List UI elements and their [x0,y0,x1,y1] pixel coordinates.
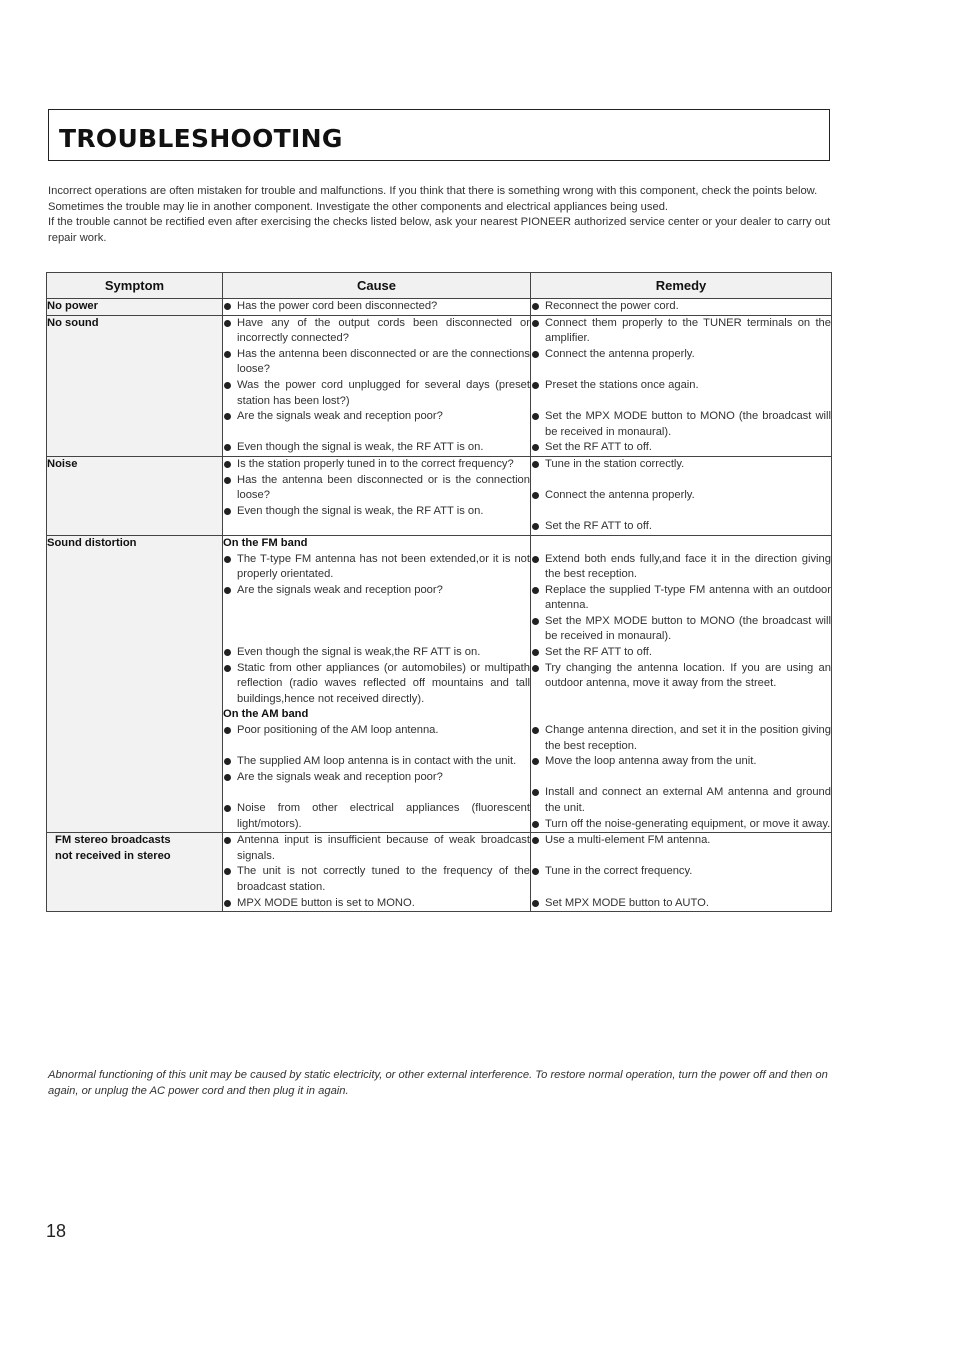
symptom-label: Noise [47,457,78,470]
cause-item: Even though the signal is weak, the RF ATT is on. [223,504,530,520]
cause-item: Poor positioning of the AM loop antenna. [223,723,530,739]
symptom-label: Sound distortion [47,536,137,549]
cause-cell [223,456,531,535]
cause-item: Static from other appliances (or automobiles) or multipath reflection (radio waves reflected off mountains and tall buildings,hence not received directly). [223,661,530,708]
cause-item: Antenna input is insufficient because of weak broadcast signals. [223,833,530,864]
remedy-item: Use a multi-element FM antenna. [531,833,831,849]
remedy-item: Reconnect the power cord. [531,299,831,315]
footer-note: Abnormal functioning of this unit may be caused by static electricity, or other external interference. To restore normal operation, turn the power off and then on again, or unplug the AC power cord and then plug it in again. [48,1069,828,1097]
remedy-item: Install and connect an external AM antenna and ground the unit. [531,785,831,816]
cause-cell [223,535,531,832]
cause-item: Are the signals weak and reception poor? [223,583,530,599]
title-box [48,109,830,161]
symptom-label: No sound [47,316,99,329]
remedy-item: Set the RF ATT to off. [531,440,831,456]
cause-item: MPX MODE button is set to MONO. [223,896,530,912]
remedy-item: Move the loop antenna away from the unit. [531,754,831,770]
remedy-item: Connect the antenna properly. [531,347,831,363]
intro-paragraph: If the trouble cannot be rectified even after exercising the checks listed below, ask your nearest PIONEER authorized service center or your dealer to carry out repair work. [48,216,831,244]
cause-item: Even though the signal is weak,the RF ATT is on. [223,645,530,661]
header-remedy: Remedy [531,273,832,299]
remedy-item: Set the MPX MODE button to MONO (the broadcast will be received in monaural). [531,409,831,440]
cause-item: Was the power cord unplugged for several days (preset station has been lost?) [223,378,530,409]
cause-item: Are the signals weak and reception poor? [223,770,530,786]
remedy-item: Extend both ends fully,and face it in the direction giving the best reception. [531,552,831,583]
symptom-label: FM stereo broadcasts [55,834,171,847]
remedy-item: Connect them properly to the TUNER terminals on the amplifier. [531,316,831,347]
table-row [47,833,832,912]
remedy-cell [531,315,832,456]
symptom-label: No power [47,300,98,312]
symptom-cell [47,456,223,535]
table-row [47,299,832,316]
intro-text [48,184,834,246]
remedy-item: Set the RF ATT to off. [531,645,831,661]
remedy-cell [531,456,832,535]
page-title: TROUBLESHOOTING [59,124,343,153]
header-symptom: Symptom [47,273,223,299]
remedy-item: Preset the stations once again. [531,378,831,394]
remedy-item: Tune in the station correctly. [531,457,831,473]
cause-item: The supplied AM loop antenna is in contact with the unit. [223,754,530,770]
symptom-cell [47,535,223,832]
troubleshooting-table [46,272,832,912]
am-band-heading: On the AM band [223,708,309,721]
symptom-cell [47,315,223,456]
page-number: 18 [46,1221,67,1241]
cause-item: Has the antenna been disconnected or is the connection loose? [223,473,530,504]
remedy-cell [531,299,832,316]
intro-paragraph: Incorrect operations are often mistaken for trouble and malfunctions. If you think that there is something wrong with this component, check the points below. Sometimes the trouble may lie in another component. Investigate the other components and electrical appliances being used. [48,185,818,213]
cause-item: The unit is not correctly tuned to the frequency of the broadcast station. [223,864,530,895]
cause-item: Are the signals weak and reception poor? [223,409,530,425]
remedy-item: Set the MPX MODE button to MONO (the broadcast will be received in monaural). [531,614,831,645]
cause-item: Has the antenna been disconnected or are the connections loose? [223,347,530,378]
remedy-item: Set the RF ATT to off. [531,519,831,535]
table-header-row [47,273,832,299]
remedy-item: Try changing the antenna location. If you are using an outdoor antenna, move it away from the street. [531,661,831,692]
remedy-cell [531,535,832,832]
cause-cell [223,315,531,456]
symptom-cell [47,833,223,912]
cause-item: The T-type FM antenna has not been extended,or it is not properly orientated. [223,552,530,583]
cause-item: Noise from other electrical appliances (fluorescent light/motors). [223,801,530,832]
cause-item: Is the station properly tuned in to the correct frequency? [223,457,530,473]
symptom-cell [47,299,223,316]
remedy-item: Turn off the noise-generating equipment, or move it away. [531,817,831,833]
cause-item: Even though the signal is weak, the RF ATT is on. [223,440,530,456]
table-row [47,535,832,832]
header-cause: Cause [223,273,531,299]
remedy-cell [531,833,832,912]
cause-cell [223,299,531,316]
remedy-item: Tune in the correct frequency. [531,864,831,880]
table-row [47,315,832,456]
cause-cell [223,833,531,912]
fm-band-heading: On the FM band [223,536,308,549]
cause-item: Have any of the output cords been disconnected or incorrectly connected? [223,316,530,347]
remedy-item: Change antenna direction, and set it in the position giving the best reception. [531,723,831,754]
remedy-item: Replace the supplied T-type FM antenna with an outdoor antenna. [531,583,831,614]
table-row [47,456,832,535]
symptom-label: not received in stereo [55,849,171,862]
cause-item: Has the power cord been disconnected? [223,299,530,315]
remedy-item: Connect the antenna properly. [531,488,831,504]
remedy-item: Set MPX MODE button to AUTO. [531,896,831,912]
